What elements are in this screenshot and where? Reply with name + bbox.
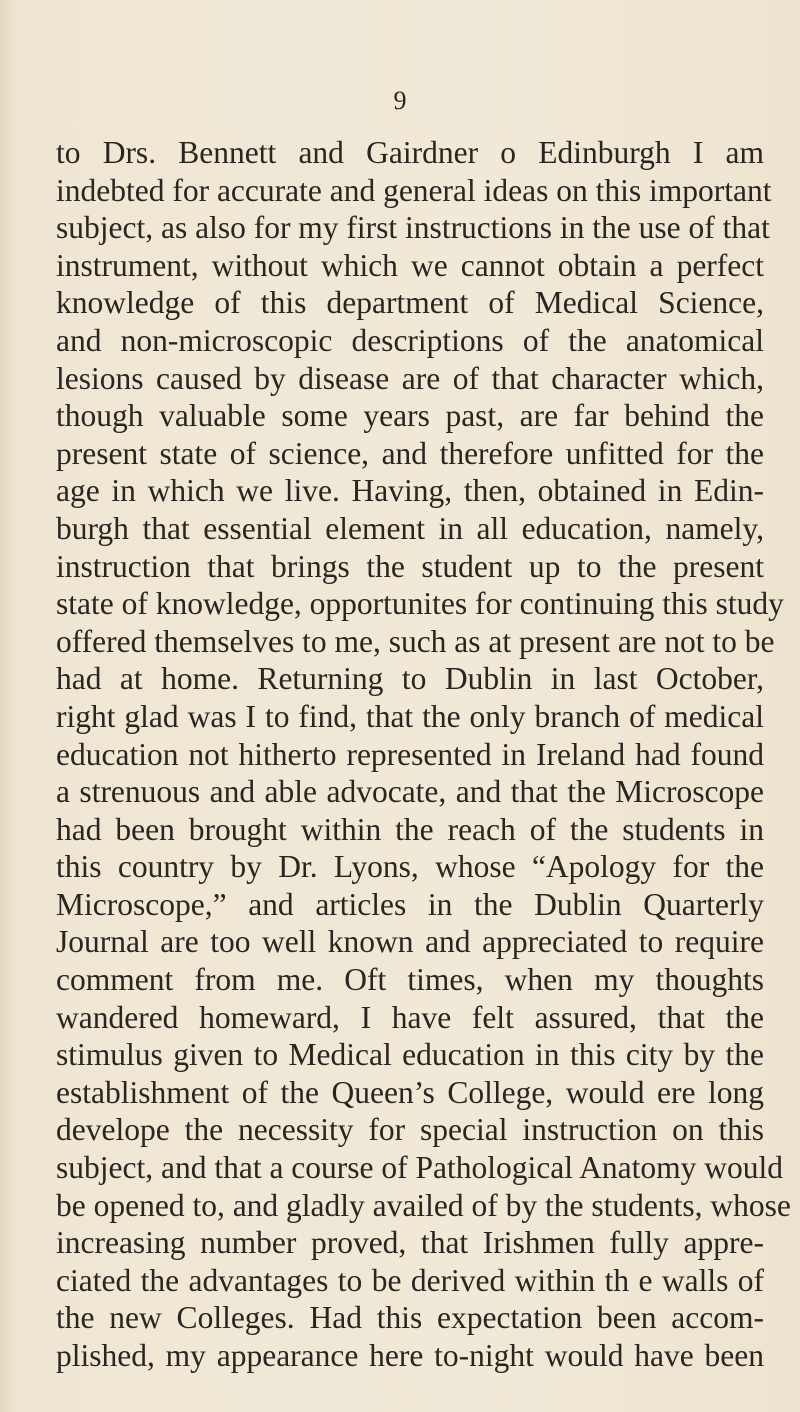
text-line: Journal are too well known and appreciated to require [56, 924, 764, 960]
text-line: the new Colleges. Had this expectation been accom- [56, 1300, 764, 1336]
body-text [56, 134, 791, 1375]
text-line: this country by Dr. Lyons, whose “Apology for the [56, 849, 764, 885]
text-line: increasing number proved, that Irishmen fully appre- [56, 1225, 764, 1261]
text-line: had at home. Returning to Dublin in last October, [56, 661, 764, 697]
page-number: 9 [393, 86, 407, 115]
text-line: develope the necessity for special instruction on this [56, 1112, 764, 1148]
text-line: education not hitherto represented in Ireland had found [56, 736, 764, 772]
text-line: subject, and that a course of Pathological Anatomy would [56, 1150, 783, 1186]
text-line: instrument, without which we cannot obtain a perfect [56, 247, 764, 283]
text-line: wandered homeward, I have felt assured, that the [56, 999, 764, 1035]
text-line: instruction that brings the student up to the present [56, 548, 764, 584]
text-line: be opened to, and gladly availed of by the students, whose [56, 1187, 791, 1223]
text-line: lesions caused by disease are of that character which, [56, 360, 764, 396]
text-line: comment from me. Oft times, when my thoughts [56, 962, 764, 998]
text-line: though valuable some years past, are far behind the [56, 398, 764, 434]
text-line: to Drs. Bennett and Gairdner o Edinburgh I am [56, 135, 764, 170]
text-line: plished, my appearance here to-night would have been [56, 1338, 764, 1373]
text-line: and non-microscopic descriptions of the anatomical [56, 322, 764, 358]
text-line: burgh that essential element in all education, namely, [56, 510, 764, 546]
text-line: establishment of the Queen’s College, would ere long [56, 1074, 764, 1110]
text-line: a strenuous and able advocate, and that the Microscope [56, 774, 764, 810]
text-line: indebted for accurate and general ideas on this important [56, 172, 772, 208]
text-line: Microscope,” and articles in the Dublin Quarterly [56, 886, 764, 922]
text-line: offered themselves to me, such as at present are not to be [56, 623, 775, 659]
text-line: right glad was I to find, that the only branch of medical [56, 698, 764, 734]
text-line: ciated the advantages to be derived within th e walls of [56, 1262, 764, 1298]
text-line: age in which we live. Having, then, obtained in Edin- [56, 473, 764, 509]
text-line: present state of science, and therefore unfitted for the [56, 435, 764, 471]
text-line: knowledge of this department of Medical Science, [56, 285, 764, 321]
text-line: state of knowledge, opportunites for continuing this study [56, 586, 784, 622]
text-line: stimulus given to Medical education in this city by the [56, 1037, 764, 1073]
text-line: had been brought within the reach of the students in [56, 811, 764, 847]
text-line: subject, as also for my first instructions in the use of that [56, 210, 770, 246]
